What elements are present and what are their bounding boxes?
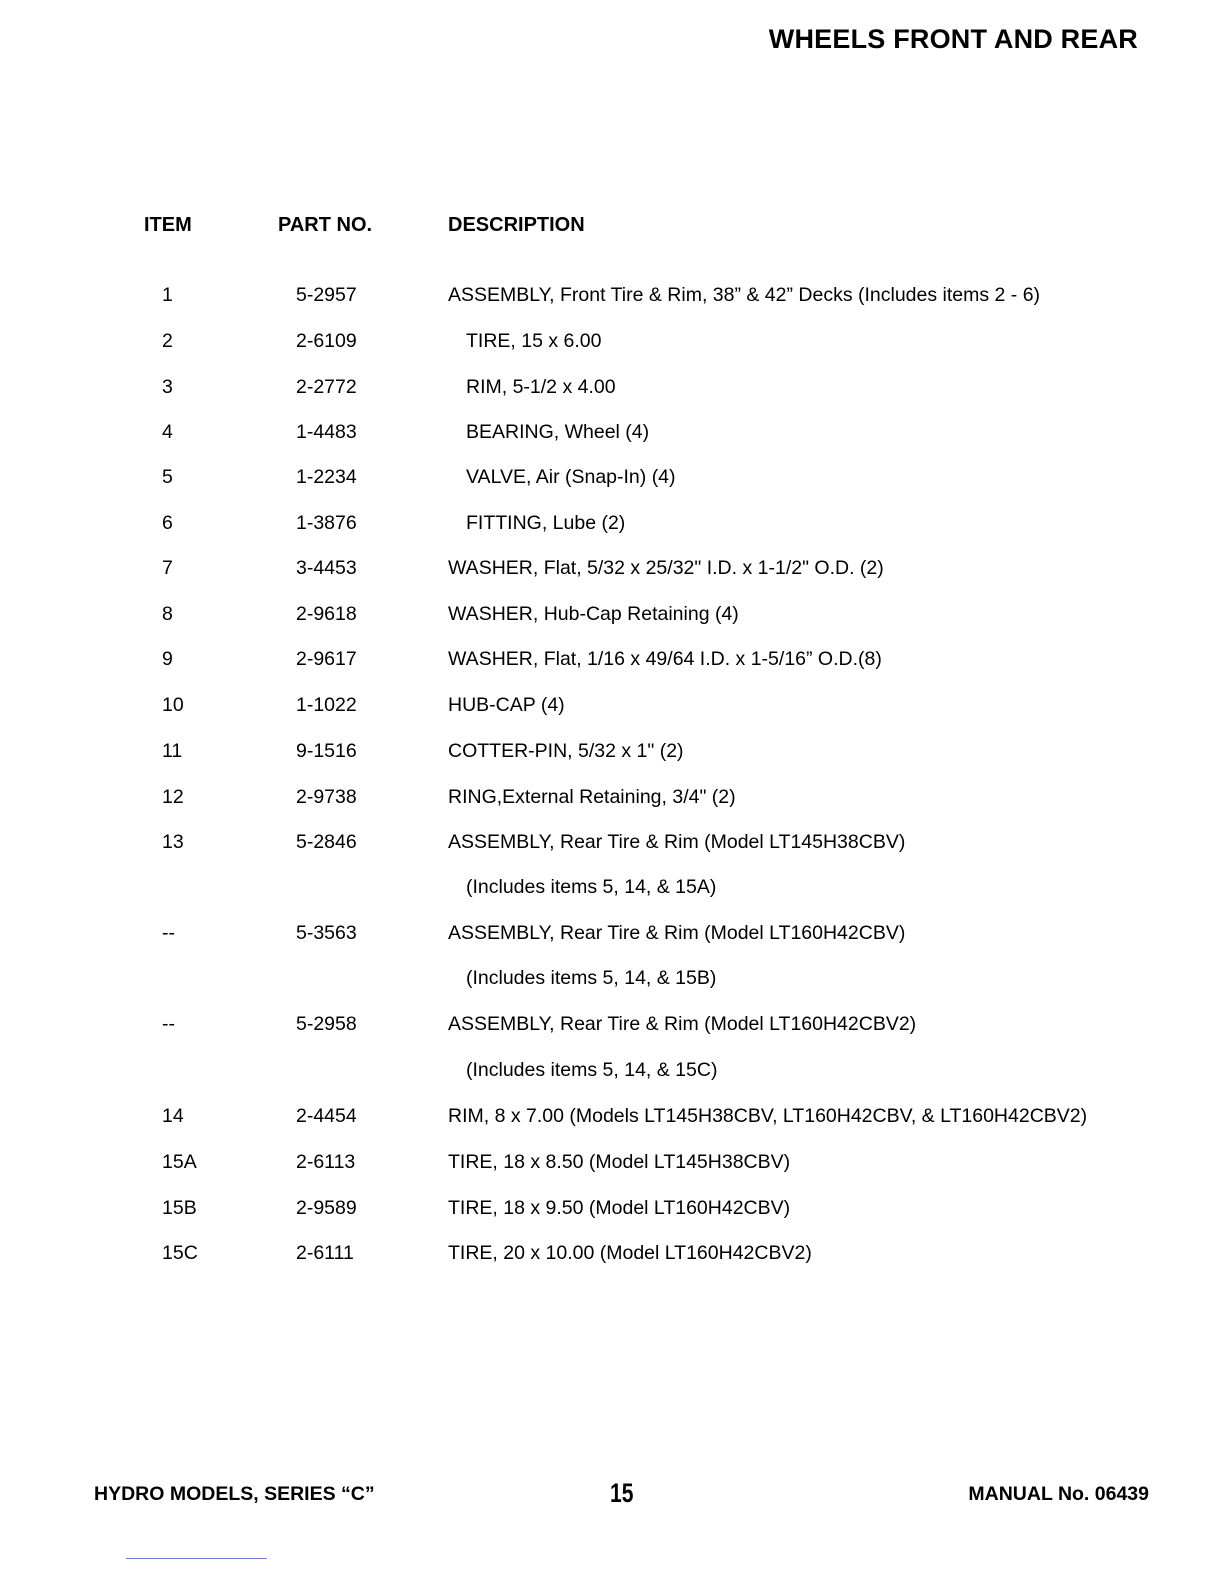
item-number: 4 <box>162 421 173 443</box>
part-number: 3-4453 <box>296 557 357 579</box>
item-number: 14 <box>162 1105 184 1127</box>
item-number: -- <box>162 1013 175 1035</box>
part-description: RIM, 8 x 7.00 (Models LT145H38CBV, LT160H42CBV, & LT160H42CBV2) <box>448 1105 1088 1127</box>
item-number: 15A <box>162 1151 197 1173</box>
part-number: 9-1516 <box>296 740 357 762</box>
table-row <box>0 1013 1224 1043</box>
item-number: 2 <box>162 330 173 352</box>
item-number: -- <box>162 922 175 944</box>
column-header-description: DESCRIPTION <box>448 214 585 236</box>
part-description: RIM, 5-1/2 x 4.00 <box>466 376 616 398</box>
part-description: WASHER, Flat, 1/16 x 49/64 I.D. x 1-5/16” O.D.(8) <box>448 648 882 670</box>
table-row <box>0 786 1224 816</box>
table-row <box>0 1197 1224 1227</box>
part-description: TIRE, 18 x 8.50 (Model LT145H38CBV) <box>448 1151 791 1173</box>
part-description: TIRE, 20 x 10.00 (Model LT160H42CBV2) <box>448 1242 812 1264</box>
part-description: (Includes items 5, 14, & 15C) <box>466 1059 718 1081</box>
table-row <box>0 512 1224 542</box>
part-number: 2-6109 <box>296 330 357 352</box>
part-description: RING,External Retaining, 3/4" (2) <box>448 786 736 808</box>
table-row <box>0 694 1224 724</box>
part-description: (Includes items 5, 14, & 15A) <box>466 876 717 898</box>
table-row <box>0 740 1224 770</box>
table-row <box>0 1242 1224 1272</box>
part-number: 1-4483 <box>296 421 357 443</box>
item-number: 5 <box>162 466 173 488</box>
table-row <box>0 831 1224 861</box>
item-number: 8 <box>162 603 173 625</box>
part-number: 1-1022 <box>296 694 357 716</box>
column-header-item: ITEM <box>144 214 192 236</box>
part-description: TIRE, 18 x 9.50 (Model LT160H42CBV) <box>448 1197 791 1219</box>
part-number: 2-6111 <box>296 1242 354 1264</box>
item-number: 10 <box>162 694 184 716</box>
table-row <box>0 922 1224 952</box>
table-row <box>0 876 1224 906</box>
column-header-part-no: PART NO. <box>278 214 373 236</box>
table-row <box>0 284 1224 314</box>
item-number: 11 <box>162 740 183 762</box>
table-row <box>0 557 1224 587</box>
part-number: 2-9589 <box>296 1197 357 1219</box>
page-title: WHEELS FRONT AND REAR <box>768 24 1138 54</box>
table-row <box>0 376 1224 406</box>
table-row <box>0 603 1224 633</box>
item-number: 6 <box>162 512 173 534</box>
part-number: 1-3876 <box>296 512 357 534</box>
table-row <box>0 330 1224 360</box>
item-number: 9 <box>162 648 173 670</box>
table-row <box>0 1059 1224 1089</box>
part-description: (Includes items 5, 14, & 15B) <box>466 967 717 989</box>
item-number: 7 <box>162 557 173 579</box>
item-number: 13 <box>162 831 184 853</box>
part-number: 1-2234 <box>296 466 357 488</box>
part-description: COTTER-PIN, 5/32 x 1" (2) <box>448 740 684 762</box>
part-number: 2-6113 <box>296 1151 356 1173</box>
footer-manual-number: MANUAL No. 06439 <box>968 1483 1149 1505</box>
table-row <box>0 1151 1224 1181</box>
part-description: TIRE, 15 x 6.00 <box>466 330 602 352</box>
table-row <box>0 967 1224 997</box>
link-underline <box>126 1558 267 1559</box>
page-number: 15 <box>610 1478 634 1508</box>
part-number: 2-9738 <box>296 786 357 808</box>
part-number: 2-4454 <box>296 1105 357 1127</box>
item-number: 1 <box>162 284 173 306</box>
part-description: VALVE, Air (Snap-In) (4) <box>466 466 676 488</box>
part-description: WASHER, Flat, 5/32 x 25/32" I.D. x 1-1/2" O.D. (2) <box>448 557 884 579</box>
part-description: ASSEMBLY, Front Tire & Rim, 38” & 42” Decks (Includes items 2 - 6) <box>448 284 1041 306</box>
table-row <box>0 648 1224 678</box>
part-number: 5-2846 <box>296 831 357 853</box>
part-description: ASSEMBLY, Rear Tire & Rim (Model LT160H42CBV2) <box>448 1013 917 1035</box>
item-number: 15B <box>162 1197 197 1219</box>
part-description: ASSEMBLY, Rear Tire & Rim (Model LT160H42CBV) <box>448 922 906 944</box>
table-row <box>0 421 1224 451</box>
part-number: 5-3563 <box>296 922 357 944</box>
footer-series: HYDRO MODELS, SERIES “C” <box>94 1483 375 1505</box>
part-description: WASHER, Hub-Cap Retaining (4) <box>448 603 739 625</box>
part-number: 2-9617 <box>296 648 357 670</box>
item-number: 12 <box>162 786 184 808</box>
table-row <box>0 466 1224 496</box>
part-description: ASSEMBLY, Rear Tire & Rim (Model LT145H38CBV) <box>448 831 906 853</box>
part-number: 5-2957 <box>296 284 357 306</box>
table-row <box>0 1105 1224 1135</box>
item-number: 3 <box>162 376 173 398</box>
part-description: HUB-CAP (4) <box>448 694 565 716</box>
part-description: FITTING, Lube (2) <box>466 512 626 534</box>
part-number: 5-2958 <box>296 1013 357 1035</box>
part-number: 2-9618 <box>296 603 357 625</box>
part-description: BEARING, Wheel (4) <box>466 421 650 443</box>
part-number: 2-2772 <box>296 376 357 398</box>
item-number: 15C <box>162 1242 198 1264</box>
